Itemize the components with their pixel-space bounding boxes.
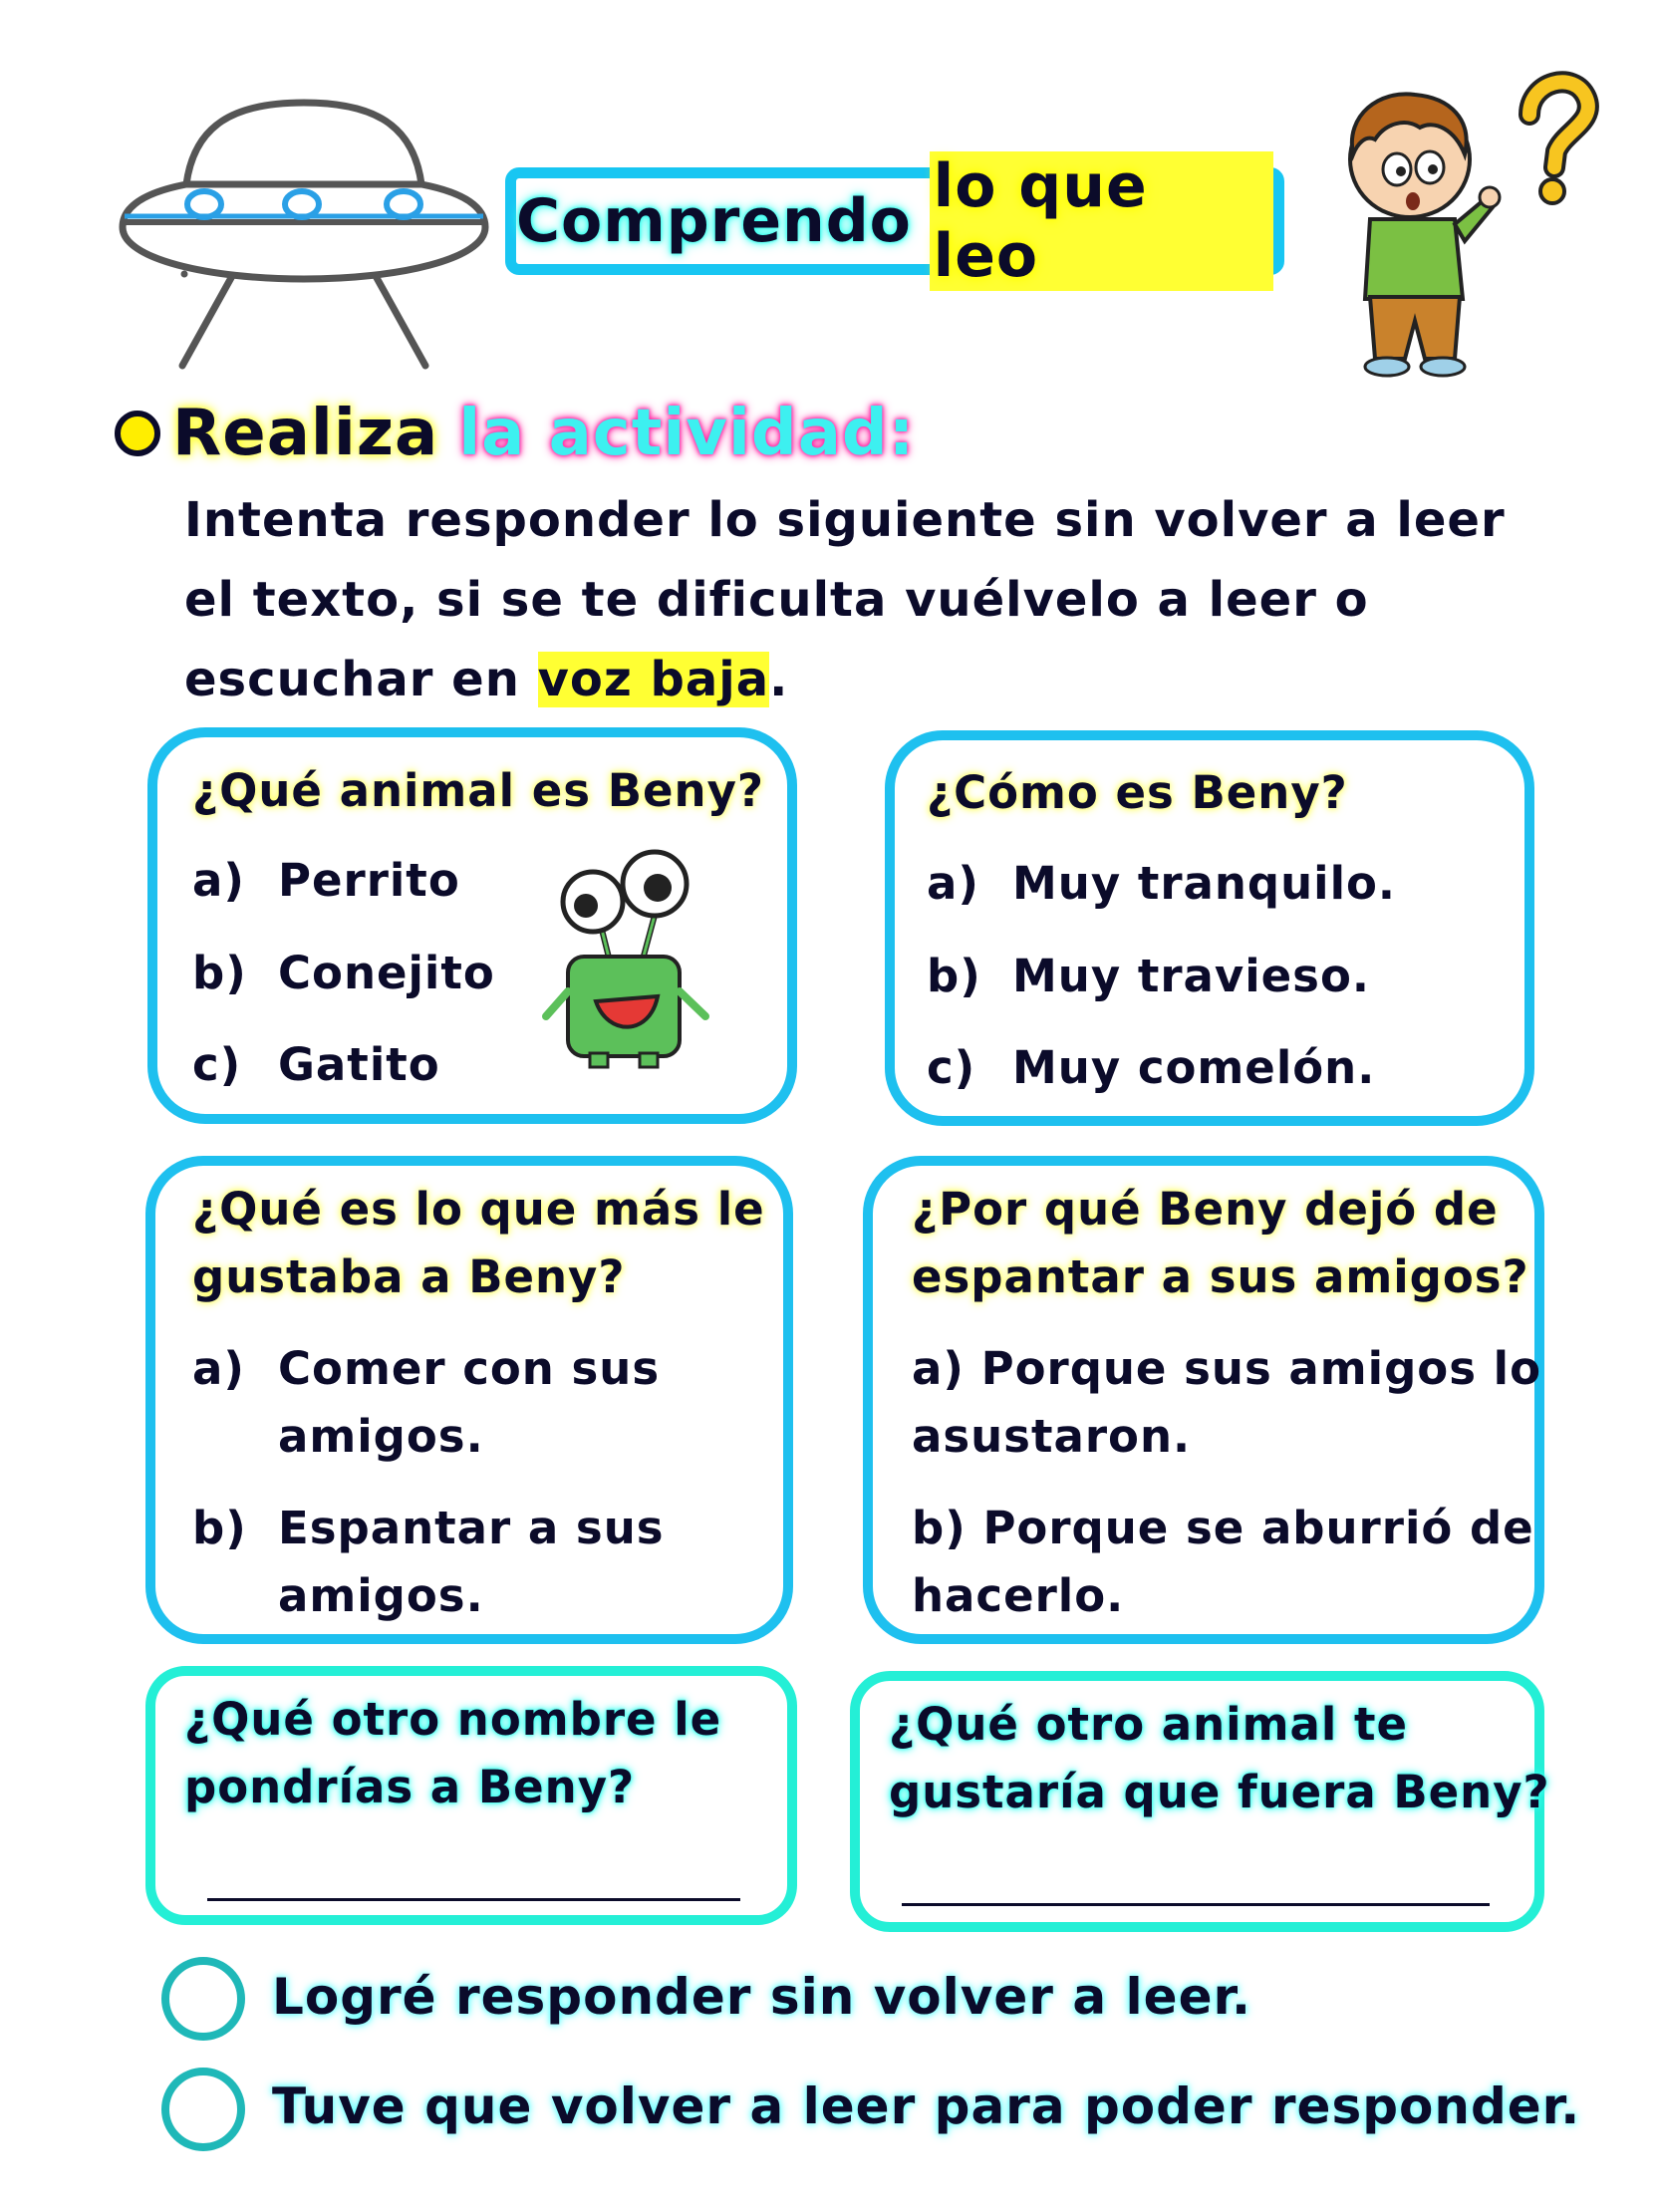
question-title-line2: pondrías a Beny? (184, 1761, 636, 1813)
question-title-line1: ¿Qué otro nombre le (184, 1693, 722, 1746)
ufo-icon (115, 95, 493, 374)
option-letter: b) (927, 950, 981, 1002)
option-b-line2: hacerlo. (912, 1569, 1125, 1622)
option-text: Espantar a sus (278, 1502, 665, 1554)
question-title-line2: gustaría que fuera Beny? (889, 1766, 1550, 1818)
option-letter: c) (192, 1038, 242, 1091)
option-letter: b) (192, 947, 247, 999)
option-b-line2: amigos. (278, 1569, 484, 1622)
heading-part2: la actividad: (458, 397, 916, 470)
question-title: ¿Cómo es Beny? (927, 766, 1348, 819)
question-title-line2: espantar a sus amigos? (912, 1250, 1529, 1303)
bullet-dot (115, 411, 160, 456)
option-text: Perrito (278, 854, 460, 907)
question-mark-icon (1529, 82, 1588, 203)
option-letter: a) (192, 1342, 245, 1395)
option-letter: b) (192, 1502, 247, 1554)
question-title-line1: ¿Qué otro animal te (889, 1698, 1408, 1751)
answer-line[interactable] (207, 1898, 740, 1901)
question-title-line2: gustaba a Beny? (192, 1250, 626, 1303)
green-alien-icon (538, 842, 712, 1071)
option-b[interactable] (192, 1495, 665, 1562)
option-a[interactable] (927, 850, 1396, 918)
option-a-line2: amigos. (278, 1410, 484, 1463)
option-letter: a) (927, 857, 979, 910)
self-check-circle-2[interactable] (161, 2068, 245, 2151)
option-c[interactable] (927, 1034, 1375, 1102)
option-b[interactable]: b) Porque se aburrió de (912, 1502, 1534, 1554)
title-part1: Comprendo (516, 186, 912, 256)
option-text: Muy travieso. (1012, 950, 1370, 1002)
instructions-highlight: voz baja (537, 652, 770, 707)
option-a-line2: asustaron. (912, 1410, 1192, 1463)
self-check-text-2: Tuve que volver a leer para poder responder. (272, 2077, 1581, 2135)
instructions-end: . (769, 652, 789, 707)
instructions (184, 480, 1539, 719)
option-b[interactable] (927, 943, 1370, 1010)
question-title-line1: ¿Qué es lo que más le (192, 1183, 765, 1236)
option-text: Comer con sus (278, 1342, 661, 1395)
option-a[interactable] (192, 847, 460, 915)
option-a[interactable] (192, 1335, 660, 1403)
question-title: ¿Qué animal es Beny? (192, 764, 765, 817)
option-text: Muy tranquilo. (1012, 857, 1397, 910)
option-text: Muy comelón. (1012, 1041, 1376, 1094)
option-letter: c) (927, 1041, 976, 1094)
activity-heading (115, 394, 915, 473)
option-c[interactable] (192, 1031, 440, 1099)
option-b[interactable] (192, 940, 495, 1007)
title-part2: lo que leo (930, 151, 1273, 291)
option-text: Gatito (278, 1038, 440, 1091)
option-a[interactable]: a) Porque sus amigos lo (912, 1342, 1541, 1395)
self-check-text-1: Logré responder sin volver a leer. (272, 1968, 1251, 2026)
title-box (505, 151, 1284, 291)
instructions-text: Intenta responder lo siguiente sin volver a leer el texto, si se te dificulta vuélvelo a leer o escuchar en (184, 492, 1506, 707)
question-title-line1: ¿Por qué Beny dejó de (912, 1183, 1499, 1236)
thinking-boy-icon (1325, 60, 1614, 389)
option-letter: a) (192, 854, 245, 907)
option-text: Conejito (278, 947, 495, 999)
answer-line[interactable] (902, 1903, 1490, 1906)
heading-part1: Realiza (172, 397, 439, 470)
self-check-circle-1[interactable] (161, 1957, 245, 2041)
